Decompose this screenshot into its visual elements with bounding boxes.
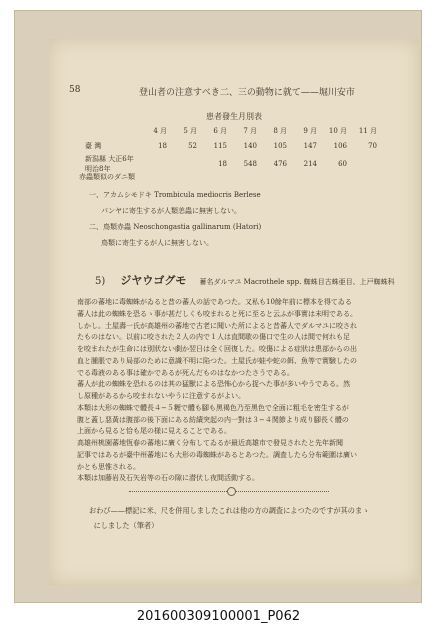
table-cell: 18 bbox=[158, 141, 167, 150]
year-note: 大正6年 明治8年 bbox=[85, 155, 134, 173]
list-item: パンヤに寄生するが人類恙蟲に無害しない。 bbox=[101, 207, 241, 215]
month-header: 6 月 bbox=[213, 126, 227, 135]
paragraph-line: しかし。土屋壽一氏が高雄州の蕃地で古老に聞いた所によると昔蕃人でダルマユに咬され bbox=[77, 321, 357, 330]
month-header: 7 月 bbox=[243, 126, 257, 135]
paragraph-line: 血と腫脹であり局部のために意識不明に陷つた。土屋氏が蛙や蛇の餌、魚等で實驗したの bbox=[77, 356, 357, 365]
section-detail: 蓄名ダルマユ Macrothele spp. 蜘蛛目古蛛亜目、上戸蜘蛛科 bbox=[199, 278, 395, 286]
scan-frame bbox=[14, 10, 422, 603]
month-header: 9 月 bbox=[303, 126, 317, 135]
catalog-id: 201600309100001_P062 bbox=[136, 609, 301, 624]
table-cell: 70 bbox=[368, 141, 377, 150]
month-header: 4 月 bbox=[153, 126, 167, 135]
row-label: 新潟縣 bbox=[85, 155, 106, 163]
month-header: 11 月 bbox=[358, 126, 377, 135]
table-cell: 60 bbox=[338, 160, 347, 168]
table-cell: 105 bbox=[273, 141, 287, 150]
section-title: ジヤウゴグモ bbox=[120, 274, 187, 287]
table-header-row bbox=[85, 123, 377, 138]
page-number: 58 bbox=[69, 85, 81, 95]
paragraph-line: かとも思惟される。 bbox=[77, 462, 140, 471]
table-title: 患者發生月別表 bbox=[206, 112, 262, 121]
table-cell: 476 bbox=[273, 160, 287, 168]
running-title: 登山者の注意すべき二、三の動物に就て——堀川安市 bbox=[139, 88, 355, 98]
section-number: 5) bbox=[95, 276, 106, 287]
table-row bbox=[85, 138, 377, 153]
paragraph-line: 本類は加藤岩及石矢岩等の石の隙に潜伏し夜間活動する。 bbox=[77, 474, 259, 483]
paragraph-line: 南部の蕃地に毒蜘蛛がゐると昔の蕃人の話であつた。又私も10餘年前に標本を得てゐる bbox=[77, 298, 352, 306]
month-header: 8 月 bbox=[273, 126, 287, 135]
table-cell: 140 bbox=[243, 141, 257, 150]
table-cell: 147 bbox=[303, 141, 317, 150]
paragraph-line: 記事ではあるが臺中州蕃地にも大形の毒蜘蛛があるとあつた。調査したら分布範圍は廣い bbox=[77, 450, 357, 459]
paragraph-line: し原種があるから咬まれないやうに注意するがよい。 bbox=[77, 392, 245, 400]
paragraph-line: たものはない。以前に咬された２人の内で１人は直間歇の傷口で生の人は間で何れも足 bbox=[77, 333, 350, 342]
list-item: 一、アカムシモドキ Trombicula mediocris Berlese bbox=[89, 191, 261, 199]
month-header: 10 月 bbox=[328, 126, 347, 135]
paragraph-line: 蕃人は此の蜘蛛を恐るゝ事が甚だしくも咬まれると死に至ると云ふが事實は未明である。 bbox=[77, 309, 357, 318]
divider-ornament bbox=[227, 487, 236, 496]
table-cell: 106 bbox=[333, 141, 347, 150]
paragraph-line: でる毒液のある事は確かであるが死んだものはなかつたさうである。 bbox=[77, 368, 294, 377]
table-cell: 115 bbox=[213, 141, 227, 150]
author-note: おわび——標記に米、尺を併用しましたこれは他の方の調査によつたのですが其のまゝ にしました（筆者） bbox=[89, 506, 370, 530]
paragraph-line: 腹と蓋し惡黃は腹部の後下面にある紡績突起の内一對は３−４関節より成り腳長く體の bbox=[77, 415, 349, 424]
paragraph-line: を咬まれたが生命には別狀ない劇か翌日は全く回復した。咬傷による症狀は患部からの出 bbox=[77, 345, 357, 353]
list-item: 赤蟲類似のダニ類 bbox=[79, 173, 135, 181]
table-cell: 214 bbox=[303, 160, 317, 168]
table-cell: 18 bbox=[218, 160, 227, 168]
month-header: 5 月 bbox=[183, 126, 197, 135]
list-item: 鳥類に寄生するが人に無害しない。 bbox=[101, 239, 213, 247]
monthly-patient-table bbox=[85, 123, 377, 175]
table-cell: 52 bbox=[188, 141, 197, 150]
paragraph-line: 高雄州桃園蕃地恆春の蕃地に廣く分布してゐるが最近高雄市で發見されたと先年新聞 bbox=[77, 439, 343, 447]
paragraph-line: 蕃人が此の蜘蛛を恐れるのは其の猛獸による恐怖心から捉へた事が多いやうである。然 bbox=[77, 380, 350, 389]
paragraph-line: 上面から見ると恰も尾の様に見えることである。 bbox=[77, 427, 231, 436]
document-page bbox=[49, 39, 419, 585]
row-label: 臺 灣 bbox=[85, 141, 102, 150]
section-heading bbox=[95, 273, 399, 288]
table-cell: 548 bbox=[243, 160, 257, 168]
list-item: 二、鳥類赤蟲 Neoschongastia gallinarum (Hatori) bbox=[89, 223, 262, 231]
paragraph-line: 本類は大形の蜘蛛で體長４−５糎で體も腳も黑褐色乃至黑色で全面に粗毛を密生するが bbox=[77, 403, 349, 412]
